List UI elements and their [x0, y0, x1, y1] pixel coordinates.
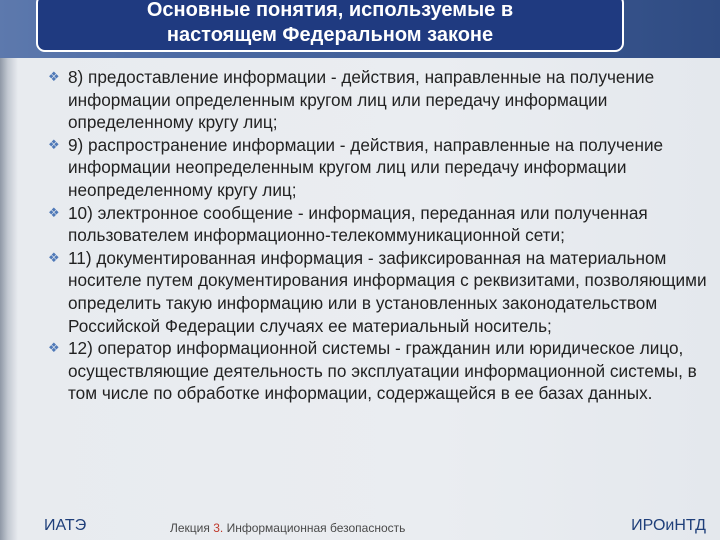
definitions-list [48, 66, 708, 405]
footer-org-left: ИАТЭ [44, 517, 87, 534]
diamond-bullet-icon: ❖ [48, 204, 60, 220]
diamond-bullet-icon: ❖ [48, 249, 60, 265]
slide-title: Основные понятия, используемые в настоящем Федеральном законе [146, 0, 514, 46]
list-item [48, 337, 708, 405]
list-item [48, 66, 708, 134]
title-bar [0, 0, 720, 58]
footer-lecture-number: 3. [213, 521, 224, 535]
diamond-bullet-icon: ❖ [48, 136, 60, 152]
footer-lecture-prefix: Лекция [170, 521, 210, 535]
title-box [36, 0, 624, 52]
diamond-bullet-icon: ❖ [48, 340, 60, 356]
list-item-text: 11) документированная информация - зафиксированная на материальном носителе путем документирования информация с реквизитами, позволяющими определить такую информацию или в установленных законодательством Российской Федерации случаях ее материальный носитель; [68, 247, 707, 336]
diamond-bullet-icon: ❖ [48, 69, 60, 84]
footer-lecture [170, 520, 405, 536]
slide-footer [0, 516, 720, 540]
footer-lecture-title: Информационная безопасность [226, 521, 406, 535]
list-item [48, 247, 708, 337]
list-item-text: 12) оператор информационной системы - гражданин или юридическое лицо, осуществляющие деятельность по эксплуатации информационной системы, в том числе по обработке информации, содержащейся в ее базах данных. [68, 338, 697, 404]
list-item [48, 134, 708, 202]
list-item-text: 10) электронное сообщение - информация, переданная или полученная пользователем информационно-телекоммуникационной сети; [68, 202, 648, 246]
list-item-text: 9) распространение информации - действия, направленные на получение информации неопределенным кругом лиц или передачу информации неопределенному кругу лиц; [68, 134, 664, 200]
list-item [48, 202, 708, 247]
footer-org-right: ИРОиНТД [631, 517, 706, 534]
list-item-text: 8) предоставление информации - действия, направленные на получение информации определенным кругом лиц или передачу информации определенному кругу лиц; [68, 67, 655, 133]
